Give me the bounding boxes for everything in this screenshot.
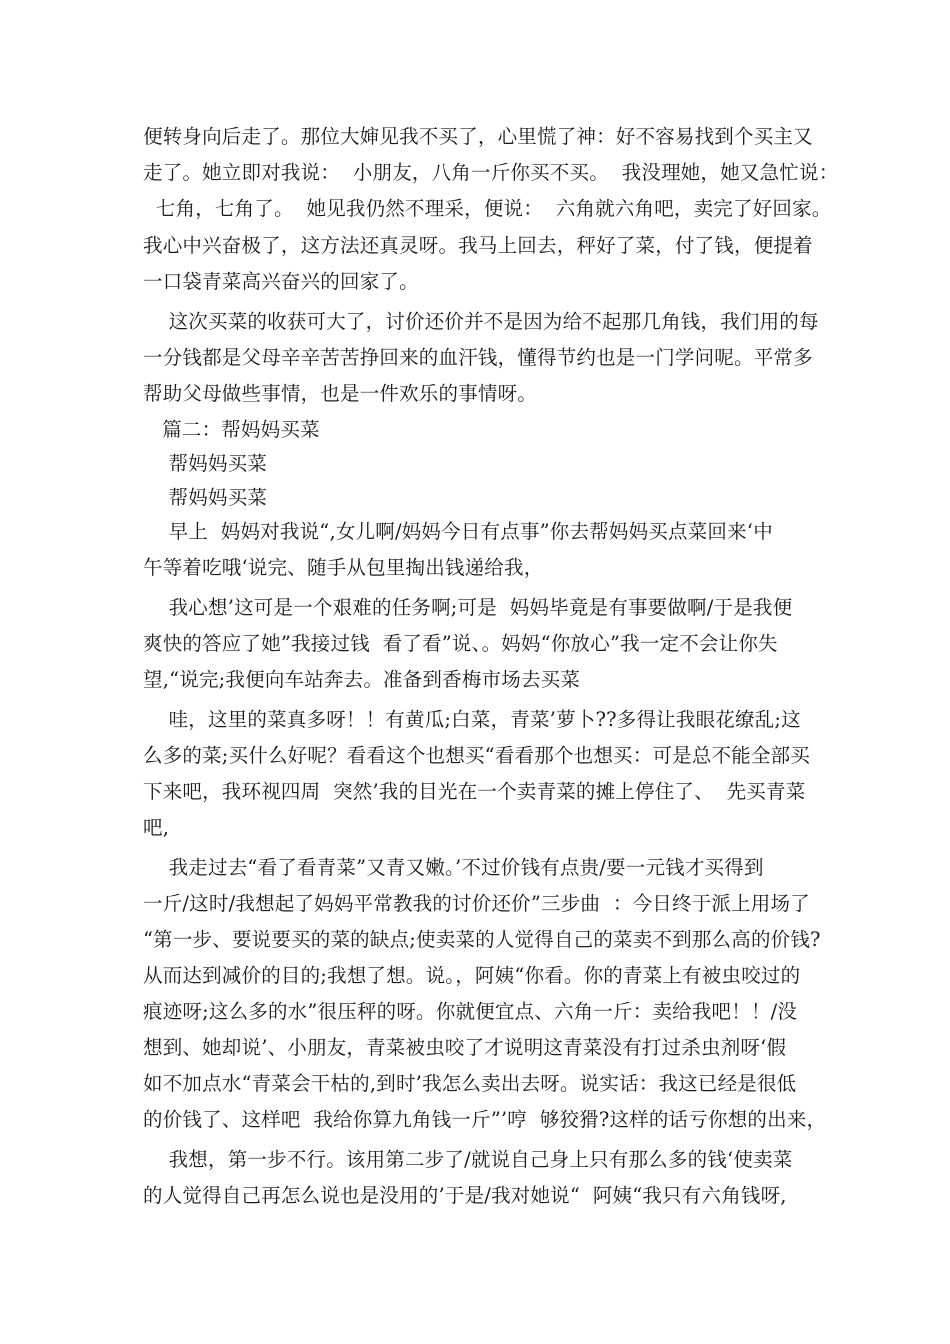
text-line: 么多的菜;买什么好呢？看看这个也想买“看看那个也想买：可是总不能全部买 xyxy=(143,744,811,767)
text-line: 我走过去“看了看青菜”又青又嫩。’不过价钱有点贵/要一元钱才买得到 xyxy=(143,856,764,879)
text-line: 我心想’这可是一个艰难的任务啊;可是 妈妈毕竟是有事要做啊/于是我便 xyxy=(143,596,793,619)
text-line: 望,“说完;我便向车站奔去。准备到香梅市场去买菜 xyxy=(143,668,581,691)
text-line: “第一步、要说要买的菜的缺点;使卖菜的人觉得自己的菜卖不到那么高的价钱? xyxy=(143,928,821,951)
text-line: 爽快的答应了她”我接过钱 看了看”说、。妈妈“你放心”我一定不会让你失 xyxy=(143,632,778,655)
article-title: 帮妈妈买菜 xyxy=(143,452,268,475)
text-line: 走了。她立即对我说： 小朋友，八角一斤你买不买。 我没理她，她又急忙说： xyxy=(143,161,839,184)
text-line: 便转身向后走了。那位大婶见我不买了，心里慌了神：好不容易找到个买主又 xyxy=(143,125,813,148)
text-line: 我想，第一步不行。该用第二步了/就说自己身上只有那么多的钱‘使卖菜 xyxy=(143,1148,793,1171)
text-line: 这次买菜的收获可大了，讨价还价并不是因为给不起那几角钱，我们用的每 xyxy=(143,310,819,333)
text-line: 想到、她却说’、小朋友，青菜被虫咬了才说明这青菜没有打过杀虫剂呀‘假 xyxy=(143,1036,787,1059)
text-line: 帮助父母做些事情，也是一件欢乐的事情呀。 xyxy=(143,382,538,405)
text-line: 哇，这里的菜真多呀！！有黄瓜;白菜，青菜’萝卜??多得让我眼花缭乱;这 xyxy=(143,708,801,731)
text-line: 从而达到减价的目的;我想了想。说。，阿姨“你看。你的青菜上有被虫咬过的 xyxy=(143,964,801,987)
text-line: 的价钱了、这样吧 我给你算九角钱一斤”’哼 够狡猾?这样的话亏你想的出来， xyxy=(143,1108,827,1131)
text-line: 如不加点水“青菜会干枯的,到时’我怎么卖出去呀。说实话：我这已经是很低 xyxy=(143,1072,797,1095)
text-line: 七角，七角了。 她见我仍然不理采，便说： 六角就六角吧，卖完了好回家。 xyxy=(143,197,832,220)
text-line: 我心中兴奋极了，这方法还真灵呀。我马上回去，秤好了菜，付了钱，便提着 xyxy=(143,234,813,257)
text-line: 痕迹呀;这么多的水”很压秤的呀。你就便宜点、六角一斤：卖给我吧！！/没 xyxy=(143,1000,798,1023)
section-heading: 篇二：帮妈妈买菜 xyxy=(143,418,320,441)
article-title: 帮妈妈买菜 xyxy=(143,486,268,509)
text-line: 早上 妈妈对我说“,女儿啊/妈妈今日有点事”你去帮妈妈买点菜回来‘中 xyxy=(143,520,773,543)
text-line: 吧, xyxy=(143,816,170,839)
text-line: 午等着吃哦‘说完、随手从包里掏出钱递给我， xyxy=(143,556,544,579)
text-line: 下来吧，我环视四周 突然’我的目光在一个卖青菜的摊上停住了、 先买青菜 xyxy=(143,780,806,803)
text-line: 一分钱都是父母辛辛苦苦挣回来的血汗钱，懂得节约也是一门学问呢。平常多 xyxy=(143,346,813,369)
text-line: 一斤/这时/我想起了妈妈平常教我的讨价还价”三步曲 ：今日终于派上用场了 xyxy=(143,892,810,915)
text-line: 的人觉得自己再怎么说也是没用的’于是/我对她说“ 阿姨“我只有六角钱呀, xyxy=(143,1184,787,1207)
text-line: 一口袋青菜高兴奋兴的回家了。 xyxy=(143,270,419,293)
